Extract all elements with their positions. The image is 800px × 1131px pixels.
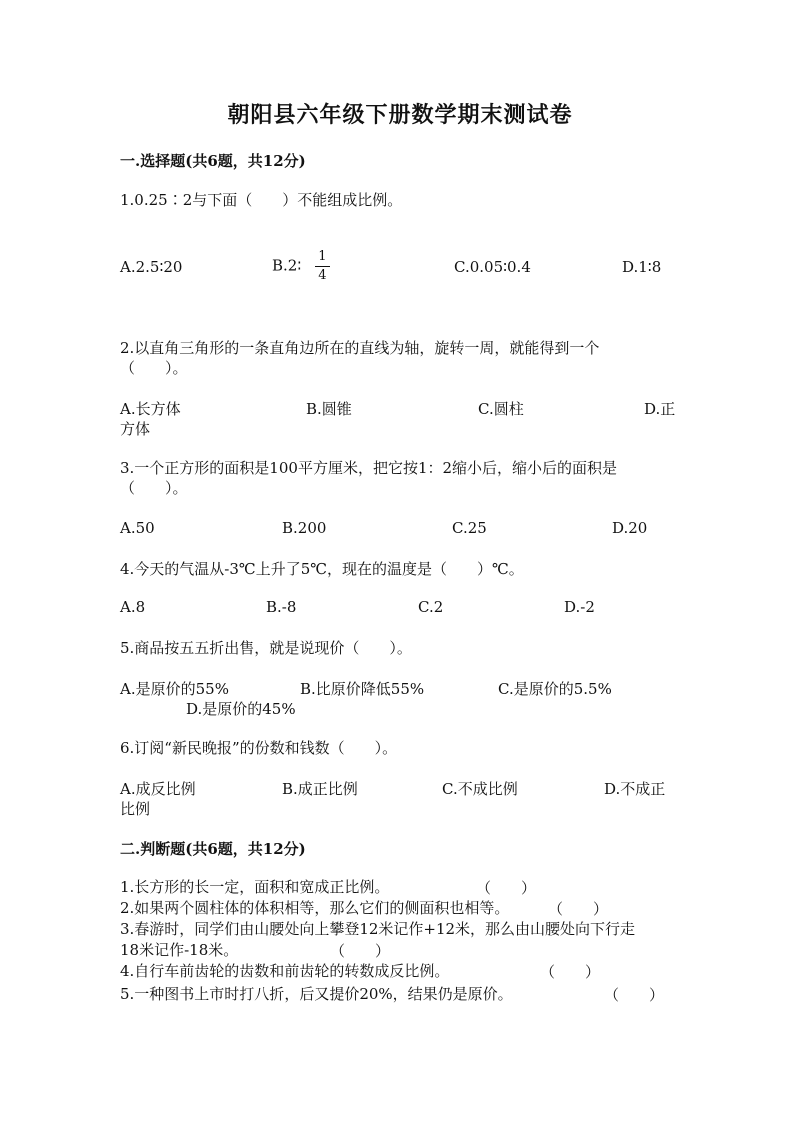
judge-item-1: 1.长方形的长一定，面积和宽成正比例。	[120, 878, 390, 896]
judge-item-5-blank: （ ）	[604, 986, 665, 1004]
judge-item-5: 5.一种图书上市时打八折，后又提价20%，结果仍是原价。	[120, 985, 513, 1003]
question-6-option-c: C.不成比例	[442, 780, 518, 798]
question-6-option-d: D.不成正	[604, 780, 666, 798]
fraction	[315, 250, 329, 283]
question-2-option-b: B.圆锥	[306, 400, 352, 418]
question-5-option-d: D.是原价的45%	[186, 700, 296, 718]
judge-item-2: 2.如果两个圆柱体的体积相等，那么它们的侧面积也相等。	[120, 899, 510, 917]
judge-item-3-blank: （ ）	[330, 942, 391, 960]
question-1-option-a: A.2.5∶20	[120, 258, 183, 276]
question-5-option-c: C.是原价的5.5%	[498, 680, 612, 698]
judge-item-2-blank: （ ）	[548, 900, 609, 918]
question-2-option-d-wrap: 方体	[120, 420, 151, 438]
question-4-option-a: A.8	[120, 598, 146, 616]
section-heading-judge: 二.判断题(共6题，共12分)	[120, 840, 306, 858]
question-4-option-b: B.-8	[266, 598, 297, 616]
judge-item-4: 4.自行车前齿轮的齿数和前齿轮的转数成反比例。	[120, 962, 450, 980]
question-6-option-d-wrap: 比例	[120, 800, 151, 818]
question-1-option-d: D.1∶8	[622, 258, 662, 276]
question-3-option-b: B.200	[282, 519, 327, 537]
question-5-stem: 5.商品按五五折出售，就是说现价（ ）。	[120, 639, 412, 657]
question-6-option-a: A.成反比例	[120, 780, 196, 798]
question-5-option-a: A.是原价的55%	[120, 680, 229, 698]
question-4-option-d: D.-2	[564, 598, 595, 616]
question-2-option-a: A.长方体	[120, 400, 181, 418]
judge-item-3-cont: 18米记作-18米。	[120, 941, 239, 959]
question-1-option-b	[272, 250, 330, 283]
question-1-option-b-label: B.2∶	[272, 256, 302, 275]
judge-item-1-blank: （ ）	[476, 879, 537, 897]
question-5-option-b: B.比原价降低55%	[300, 680, 425, 698]
fraction-numerator: 1	[315, 250, 329, 267]
question-2-stem: 2.以直角三角形的一条直角边所在的直线为轴，旋转一周，就能得到一个（ ）。	[120, 339, 600, 377]
question-4-stem: 4.今天的气温从-3℃上升了5℃，现在的温度是（ ）℃。	[120, 560, 524, 578]
question-2-option-d: D.正	[644, 400, 676, 418]
page-title: 朝阳县六年级下册数学期末测试卷	[227, 102, 573, 128]
question-1-option-c: C.0.05∶0.4	[454, 258, 531, 276]
question-1-stem: 1.0.25∶2与下面（ ）不能组成比例。	[120, 191, 403, 209]
question-3-option-a: A.50	[120, 519, 155, 537]
question-2-option-c: C.圆柱	[478, 400, 524, 418]
question-3-option-d: D.20	[612, 519, 648, 537]
question-6-stem: 6.订阅“新民晚报”的份数和钱数（ ）。	[120, 739, 398, 757]
judge-item-3: 3.春游时，同学们由山腰处向上攀登12米记作+12米，那么由山腰处向下行走	[120, 920, 636, 938]
question-3-stem: 3.一个正方形的面积是100平方厘米，把它按1：2缩小后，缩小后的面积是（ ）。	[120, 459, 618, 497]
judge-item-4-blank: （ ）	[540, 963, 601, 981]
question-4-option-c: C.2	[418, 598, 444, 616]
section-heading-choice: 一.选择题(共6题，共12分)	[120, 152, 306, 170]
question-3-option-c: C.25	[452, 519, 487, 537]
fraction-denominator: 4	[318, 268, 327, 283]
question-6-option-b: B.成正比例	[282, 780, 358, 798]
